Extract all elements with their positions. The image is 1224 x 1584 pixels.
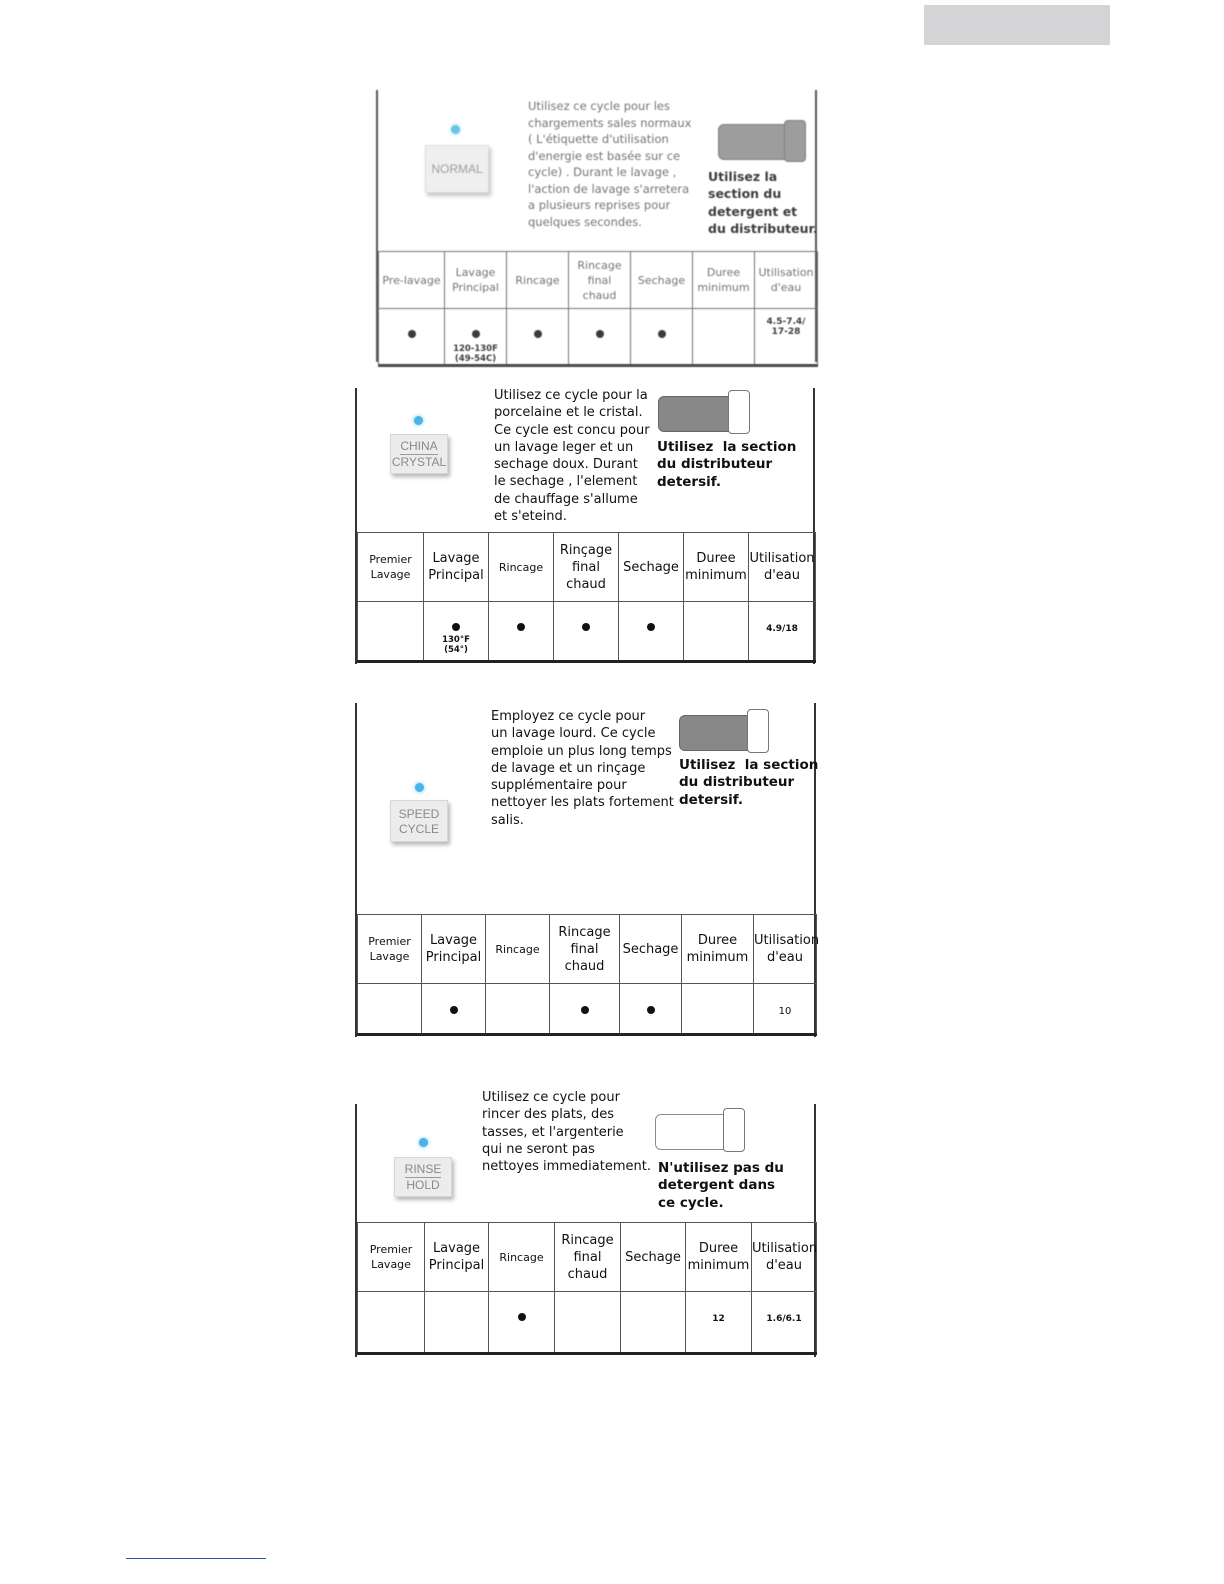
table-cell bbox=[550, 984, 620, 1035]
table-cell bbox=[489, 1292, 555, 1354]
table-cell bbox=[631, 309, 693, 366]
header-cell: Rincage bbox=[489, 533, 554, 602]
table-cell bbox=[569, 309, 631, 366]
header-cell: Utilisation d'eau bbox=[754, 915, 817, 984]
header-cell: Rincage bbox=[489, 1223, 555, 1292]
table-cell bbox=[555, 1292, 621, 1354]
header-cell: Utilisation d'eau bbox=[752, 1223, 817, 1292]
button-label-line: CHINA bbox=[400, 439, 438, 453]
table-cell bbox=[752, 1292, 817, 1354]
indicator-led-icon bbox=[415, 783, 424, 792]
table-cell bbox=[424, 602, 489, 662]
table-cell bbox=[358, 602, 424, 662]
detergent-note: N'utilisez pas du detergent dans ce cycle. bbox=[658, 1160, 784, 1211]
cycle-table bbox=[357, 1222, 817, 1355]
water-usage-value: 4.9/18 bbox=[766, 624, 798, 634]
indicator-led-icon bbox=[414, 416, 423, 425]
cycle-table bbox=[357, 914, 820, 1036]
dispenser-icon bbox=[679, 709, 771, 753]
header-cell: Pre-lavage bbox=[379, 252, 445, 309]
table-cell bbox=[620, 984, 682, 1035]
header-cell: Rincage final chaud bbox=[569, 252, 631, 309]
temperature-note: 130°F (54°) bbox=[442, 635, 470, 655]
button-label-line: SPEED bbox=[398, 806, 440, 821]
header-cell: Sechage bbox=[631, 252, 693, 309]
detergent-note: Utilisez la section du detergent et du distributeur. bbox=[708, 169, 818, 236]
table-cell bbox=[686, 1292, 752, 1354]
button-label-line: CYCLE bbox=[398, 821, 439, 836]
table-cell bbox=[445, 309, 507, 366]
header-cell: Lavage Principal bbox=[425, 1223, 489, 1292]
duration-value: 12 bbox=[712, 1314, 725, 1324]
rinse-hold-cycle-button[interactable] bbox=[394, 1157, 452, 1197]
cycle-description: Utilisez ce cycle pour la porcelaine et le cristal. Ce cycle est concu pour un lavage leger et un sechage doux. Durant le sechage , l'element de chauffage s'allume et s'eteind. bbox=[494, 388, 650, 525]
cycle-panel-china-crystal bbox=[355, 388, 815, 664]
table-cell bbox=[682, 984, 754, 1035]
indicator-led-icon bbox=[419, 1138, 428, 1147]
table-cell bbox=[486, 984, 550, 1035]
normal-cycle-button[interactable] bbox=[425, 145, 489, 193]
table-cell bbox=[684, 602, 749, 662]
temperature-note: 120-130F (49-54C) bbox=[453, 344, 498, 364]
dispenser-icon bbox=[658, 390, 752, 434]
header-cell: Rincage final chaud bbox=[550, 915, 620, 984]
header-cell: Lavage Principal bbox=[422, 915, 486, 984]
cycle-table bbox=[357, 532, 816, 663]
speed-cycle-button[interactable] bbox=[390, 800, 448, 842]
header-cell: Duree minimum bbox=[682, 915, 754, 984]
table-cell bbox=[621, 1292, 686, 1354]
cycle-panel-normal bbox=[376, 90, 817, 362]
table-cell bbox=[693, 309, 755, 366]
header-cell: Lavage Principal bbox=[445, 252, 507, 309]
table-cell bbox=[422, 984, 486, 1035]
footer-link-line bbox=[126, 1558, 266, 1559]
dot-mark-icon bbox=[452, 623, 460, 631]
dispenser-icon bbox=[655, 1108, 747, 1152]
cycle-description: Utilisez ce cycle pour les chargements sales normaux ( L'étiquette d'utilisation d'energie est basée sur ce cycle) . Durant le lavage , l'action de lavage s'arretera a plusieurs reprises pour quelques secondes. bbox=[528, 99, 692, 229]
cycle-panel-speed-cycle bbox=[355, 703, 820, 1037]
cycle-description: Utilisez ce cycle pour rincer des plats, des tasses, et l'argenterie qui ne seront pas nettoyes immediatement. bbox=[482, 1090, 651, 1175]
table-cell bbox=[755, 309, 818, 366]
dot-mark-icon bbox=[658, 330, 666, 338]
dispenser-icon bbox=[718, 120, 806, 162]
dot-mark-icon bbox=[647, 623, 655, 631]
dot-mark-icon bbox=[450, 1006, 458, 1014]
header-cell: Utilisation d'eau bbox=[755, 252, 818, 309]
table-cell bbox=[358, 984, 422, 1035]
water-usage-value: 4.5-7.4/ 17-28 bbox=[766, 317, 806, 337]
header-cell: Rincage final chaud bbox=[555, 1223, 621, 1292]
dot-mark-icon bbox=[517, 623, 525, 631]
button-label-line: NORMAL bbox=[431, 161, 483, 176]
dot-mark-icon bbox=[647, 1006, 655, 1014]
cycle-panel-rinse-hold bbox=[355, 1090, 818, 1357]
cycle-table bbox=[378, 251, 818, 367]
header-cell: Premier Lavage bbox=[358, 533, 424, 602]
table-cell bbox=[489, 602, 554, 662]
table-cell bbox=[749, 602, 816, 662]
detergent-note: Utilisez la section du distributeur detersif. bbox=[657, 439, 797, 490]
header-cell: Sechage bbox=[619, 533, 684, 602]
header-cell: Duree minimum bbox=[693, 252, 755, 309]
dot-mark-icon bbox=[581, 1006, 589, 1014]
detergent-note: Utilisez la section du distributeur detersif. bbox=[679, 757, 819, 808]
header-cell: Rinçage final chaud bbox=[554, 533, 619, 602]
dot-mark-icon bbox=[534, 330, 542, 338]
table-cell bbox=[619, 602, 684, 662]
table-cell bbox=[358, 1292, 425, 1354]
table-cell bbox=[507, 309, 569, 366]
cycle-description: Employez ce cycle pour un lavage lourd. Ce cycle emploie un plus long temps de lavage et un rinçage supplémentaire pour nettoyer les plats fortement salis. bbox=[491, 709, 674, 828]
header-cell: Duree minimum bbox=[684, 533, 749, 602]
dot-mark-icon bbox=[596, 330, 604, 338]
header-cell: Sechage bbox=[620, 915, 682, 984]
header-cell: Duree minimum bbox=[686, 1223, 752, 1292]
table-cell bbox=[554, 602, 619, 662]
header-cell: Lavage Principal bbox=[424, 533, 489, 602]
button-label-line: RINSE bbox=[404, 1162, 442, 1176]
header-tab bbox=[924, 5, 1110, 45]
table-cell bbox=[754, 984, 817, 1035]
dot-mark-icon bbox=[582, 623, 590, 631]
header-cell: Premier Lavage bbox=[358, 915, 422, 984]
dot-mark-icon bbox=[408, 330, 416, 338]
header-cell: Rincage bbox=[486, 915, 550, 984]
button-label-line: HOLD bbox=[406, 1178, 440, 1192]
water-usage-value: 1.6/6.1 bbox=[766, 1314, 802, 1324]
table-cell bbox=[379, 309, 445, 366]
dot-mark-icon bbox=[518, 1313, 526, 1321]
dot-mark-icon bbox=[472, 330, 480, 338]
indicator-led-icon bbox=[451, 125, 460, 134]
header-cell: Rincage bbox=[507, 252, 569, 309]
button-label-line: CRYSTAL bbox=[391, 455, 447, 469]
table-cell bbox=[425, 1292, 489, 1354]
header-cell: Premier Lavage bbox=[358, 1223, 425, 1292]
china-crystal-cycle-button[interactable] bbox=[390, 434, 448, 474]
water-usage-value: 10 bbox=[778, 1006, 792, 1017]
header-cell: Utilisation d'eau bbox=[749, 533, 816, 602]
header-cell: Sechage bbox=[621, 1223, 686, 1292]
